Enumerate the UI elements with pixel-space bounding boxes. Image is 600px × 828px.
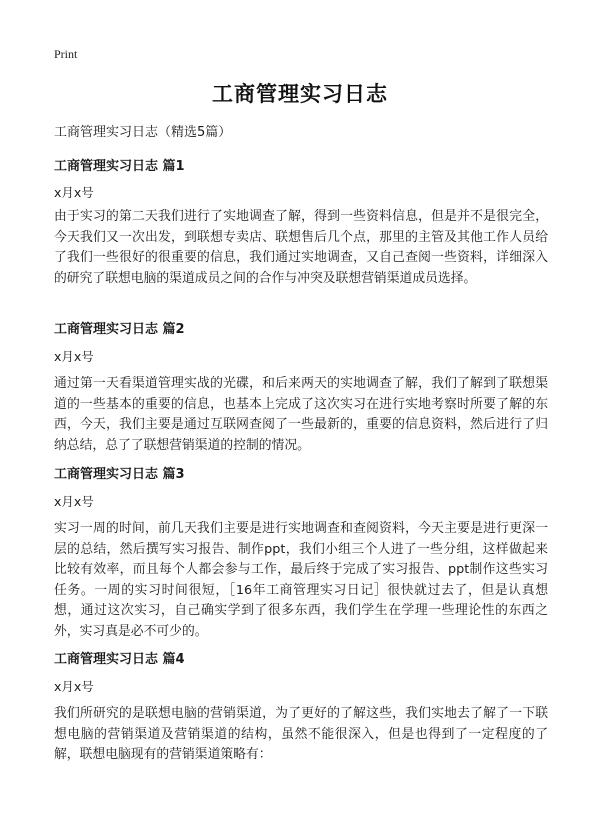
section-date-3: x月x号 — [54, 494, 94, 509]
document-subtitle: 工商管理实习日志（精选5篇） — [54, 125, 232, 140]
section-body-1: 由于实习的第二天我们进行了实地调查了解，得到一些资料信息，但是并不是很完全，今天我们又一次出发，到联想专卖店、联想售后几个点，那里的主管及其他工作人员给了我们一些很好的很重要的信息，我们通过实地调查，又自己查阅一些资料，详细深入的研究了联想电脑的渠道成员之间的合作与冲突及联想营销渠道成员选择。 — [54, 209, 548, 286]
section-date-1: x月x号 — [54, 185, 94, 200]
page-title: 工商管理实习日志 — [212, 82, 388, 106]
section-heading-1: 工商管理实习日志 篇1 — [54, 159, 185, 174]
section-body-4: 我们所研究的是联想电脑的营销渠道，为了更好的了解这些，我们实地去了解了一下联想电脑的营销渠道及营销渠道的结构，虽然不能很深入，但是也得到了一定程度的了解，联想电脑现有的营销渠道策略有： — [54, 706, 548, 763]
section-heading-2: 工商管理实习日志 篇2 — [54, 322, 185, 337]
print-link[interactable]: Print — [54, 47, 78, 61]
section-body-2: 通过第一天看渠道管理实战的光碟，和后来两天的实地调查了解，我们了解到了联想渠道的一些基本的重要的信息，也基本上完成了这次实习在进行实地考察时所要了解的东西，今天，我们主要是通过互联网查阅了一些最新的，重要的信息资料，然后进行了归纳总结，总了了联想营销渠道的控制的情况。 — [54, 376, 548, 453]
section-heading-3: 工商管理实习日志 篇3 — [54, 467, 185, 482]
section-date-2: x月x号 — [54, 349, 94, 364]
section-heading-4: 工商管理实习日志 篇4 — [54, 652, 185, 667]
section-body-3: 实习一周的时间，前几天我们主要是进行实地调查和查阅资料，今天主要是进行更深一层的总结，然后撰写实习报告、制作ppt，我们小组三个人进了一些分组，这样做起来比较有效率，而且每个人都会参与工作，最后终于完成了实习报告、ppt制作这些实习任务。一周的实习时间很短，［16年工商管理实习日记］很快就过去了，但是认真想想，通过这次实习，自己确实学到了很多东西，我们学生在学理一些理论性的东西之外，实习真是必不可少的。 — [54, 521, 548, 639]
section-date-4: x月x号 — [54, 679, 94, 694]
